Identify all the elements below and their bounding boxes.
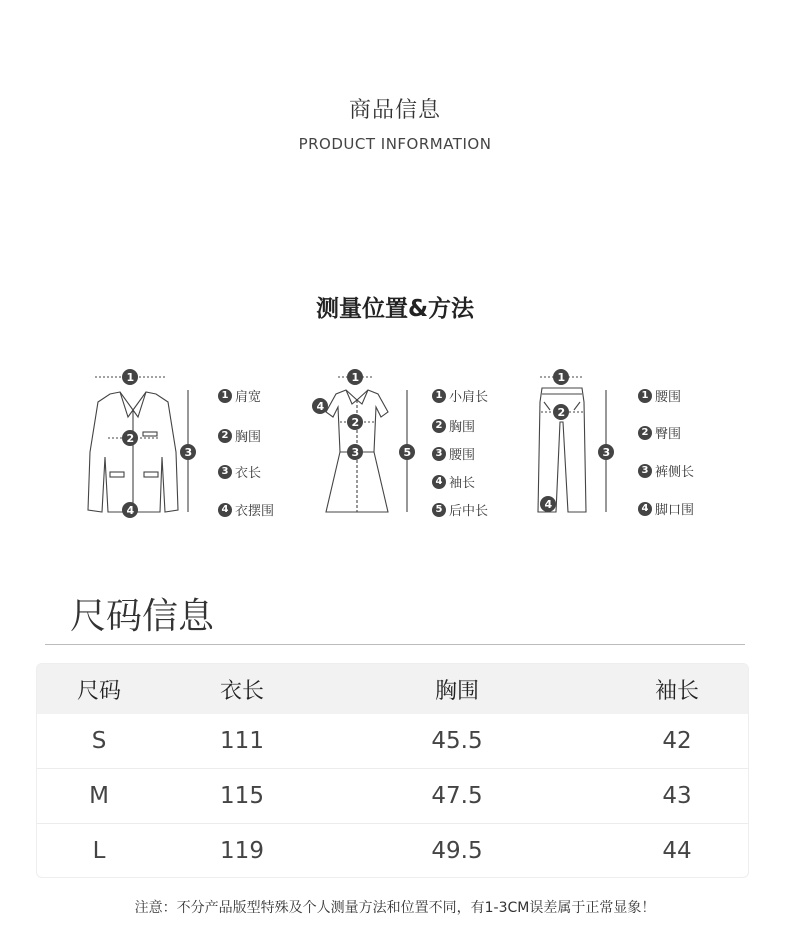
- legend-item: 3 腰围: [432, 444, 475, 463]
- jacket-figure: [80, 362, 210, 524]
- legend-item: 2 臀围: [638, 423, 681, 442]
- legend-item: 3 衣长: [218, 462, 261, 481]
- table-cell: 45.5: [431, 728, 483, 754]
- measure-method-title: 测量位置&方法: [315, 296, 475, 322]
- legend-item: 3 裤侧长: [638, 461, 694, 480]
- column-header-chest: 胸围: [434, 678, 479, 704]
- table-cell: 115: [220, 783, 264, 809]
- measurement-note: 注意：不分产品版型特殊及个人测量方法和位置不同，有1-3CM误差属于正常显象！: [134, 900, 656, 916]
- legend-item: 2 胸围: [218, 426, 261, 445]
- table-cell: L: [92, 838, 106, 864]
- table-row: [37, 768, 748, 823]
- svg-text:3: 3: [602, 446, 611, 459]
- section-title-cn: 商品信息: [348, 98, 441, 123]
- marker-1: [553, 369, 569, 385]
- legend-item: 4 衣摆围: [218, 500, 274, 519]
- marker-3: [347, 444, 363, 460]
- svg-text:5: 5: [403, 446, 412, 459]
- legend-item: 5 后中长: [432, 500, 488, 519]
- marker-4: [312, 398, 328, 414]
- size-table: [36, 663, 749, 878]
- svg-text:2: 2: [351, 416, 360, 429]
- svg-text:1: 1: [557, 371, 566, 384]
- table-header-row: [37, 664, 748, 714]
- legend-item: 1 肩宽: [218, 386, 261, 405]
- marker-3: [180, 444, 196, 460]
- divider: [45, 644, 745, 645]
- table-row: [37, 823, 748, 878]
- marker-5: [399, 444, 415, 460]
- svg-text:3: 3: [184, 446, 193, 459]
- marker-4: [122, 502, 138, 518]
- svg-text:1: 1: [351, 371, 360, 384]
- marker-2: [122, 430, 138, 446]
- column-header-size: 尺码: [76, 678, 121, 704]
- pants-figure: [520, 362, 630, 524]
- table-row: [37, 714, 748, 768]
- legend-item: 2 胸围: [432, 416, 475, 435]
- legend-item: 4 脚口围: [638, 499, 694, 518]
- marker-2: [553, 404, 569, 420]
- legend-item: 4 袖长: [432, 472, 475, 491]
- svg-text:4: 4: [316, 400, 325, 413]
- table-cell: 42: [662, 728, 692, 754]
- legend-item: 1 小肩长: [432, 386, 488, 405]
- table-cell: 119: [220, 838, 264, 864]
- table-cell: 44: [662, 838, 692, 864]
- svg-text:3: 3: [351, 446, 360, 459]
- dress-figure: [308, 362, 433, 524]
- table-cell: 47.5: [431, 783, 483, 809]
- svg-text:4: 4: [126, 504, 135, 517]
- marker-3: [598, 444, 614, 460]
- svg-text:2: 2: [126, 432, 135, 445]
- marker-2: [347, 414, 363, 430]
- marker-4: [540, 496, 556, 512]
- column-header-length: 衣长: [219, 678, 264, 704]
- table-cell: M: [89, 783, 109, 809]
- marker-1: [347, 369, 363, 385]
- table-cell: 43: [662, 783, 692, 809]
- svg-text:1: 1: [126, 371, 135, 384]
- svg-text:4: 4: [544, 498, 553, 511]
- marker-1: [122, 369, 138, 385]
- legend-item: 1 腰围: [638, 386, 681, 405]
- size-info-title: 尺码信息: [70, 596, 215, 637]
- svg-text:2: 2: [557, 406, 566, 419]
- section-title-en: PRODUCT INFORMATION: [298, 135, 492, 153]
- table-cell: 111: [220, 728, 264, 754]
- column-header-sleeve: 袖长: [654, 678, 699, 704]
- table-cell: S: [91, 728, 107, 754]
- table-cell: 49.5: [431, 838, 483, 864]
